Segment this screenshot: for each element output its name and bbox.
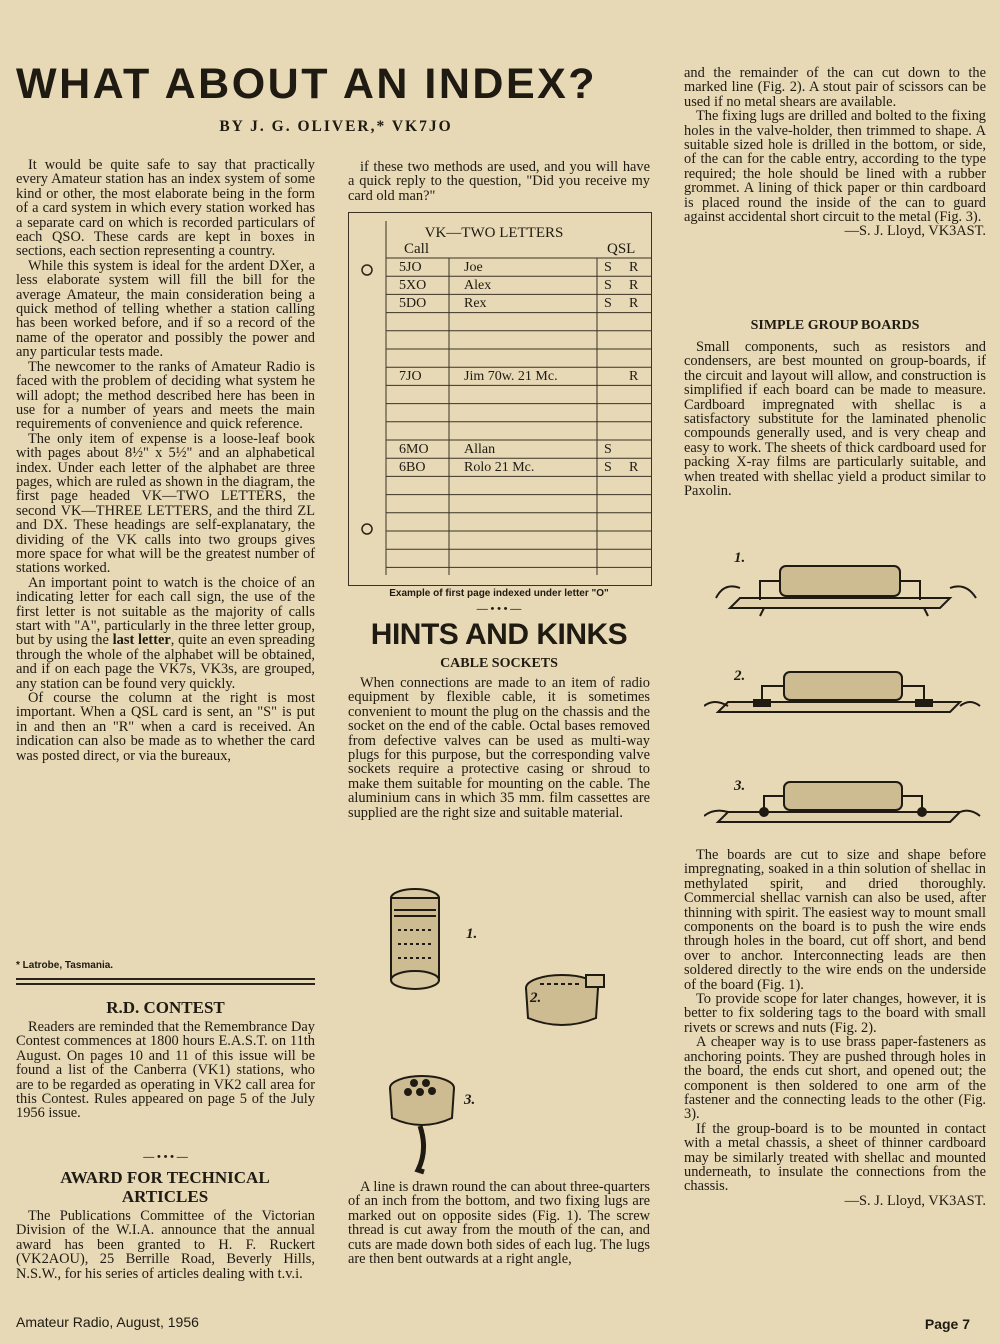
index-qsl-rcvd-cell: R (629, 296, 639, 312)
article-title: WHAT ABOUT AN INDEX? (16, 60, 598, 108)
index-qsl-rcvd-cell: R (629, 369, 639, 385)
index-row (349, 459, 651, 477)
article-byline: BY J. G. OLIVER,* VK7JO (219, 118, 453, 135)
award-text-block (16, 1209, 315, 1281)
index-row (349, 405, 651, 423)
index-page-diagram (348, 212, 652, 586)
figure-label: 2. (734, 668, 746, 684)
index-name-cell: Jim 70w. 21 Mc. (464, 369, 558, 385)
figure-label: 3. (464, 1092, 476, 1108)
index-call-cell: 5DO (399, 296, 427, 312)
rd-contest-heading: R.D. CONTEST (106, 998, 225, 1017)
index-qsl-sent-cell: S (604, 296, 612, 312)
index-name-cell: Alex (464, 278, 492, 294)
index-qsl-sent-cell: S (604, 460, 612, 476)
article-paragraph: The newcomer to the ranks of Amateur Radio is faced with the problem of deciding what system he will adopt; the method described here has been in use for a number of years and meets the main requirements of convenience and quick reference. (16, 358, 315, 433)
index-row (349, 295, 651, 313)
group-text-block-2 (684, 848, 986, 1208)
rd-contest-text: Readers are reminded that the Remembrance Day Contest commences at 1800 hours E.A.S.T. on 11th August. On pages 10 and 11 of this issue will be found a list of the Canberra (VK1) stations, who are to be regarded as operating in VK2 call area for this Contest. Rules appeared on page 5 of the July 1956 issue. (16, 1019, 315, 1122)
index-col-call: Call (404, 241, 429, 257)
cable-paragraph: A line is drawn round the can about three-quarters of an inch from the bottom, and two fixing lugs are marked out on opposite sides (Fig. 1). The screw thread is cut away from the mouth of the can, and cuts are made down both sides of each lug. The lugs are then bent outwards at a right angle, (348, 1179, 650, 1268)
hints-heading: HINTS AND KINKS (370, 618, 628, 651)
cable-paragraph: The fixing lugs are drilled and bolted to the fixing holes in the valve-holder, then trimmed to shape. A suitable sized hole is drilled in the bottom, or side, of the can for the cable entry, according to the type required; the hole should be lined with a rubber grommet. A lining of thick paper or thin cardboard is placed round the inside of the can to guard against accidental short circuit to the metal (Fig. 3). (684, 108, 986, 226)
index-row (349, 386, 651, 404)
index-col-qsl: QSL (607, 241, 636, 257)
author-signature: —S. J. Lloyd, VK3AST. (844, 1192, 986, 1209)
article-paragraph: Of course the column at the right is most important. When a QSL card is sent, an "S" is put in and then an "R" when a card is received. An indication can also be made as to whether the card was posted direct, or via the bureaux, (16, 690, 315, 764)
column-1 (16, 158, 315, 763)
group-paragraph: If the group-board is to be mounted in contact with a metal chassis, a sheet of thinner cardboard may be similarly treated with shellac and mounted underneath, to insulate the connections from the chassis. (684, 1120, 986, 1195)
text-run: , quite an even spreading through the whole of the alphabet will be obtained, and if on each page the VK7s, VK3s, are grouped, any station can be found very quickly. (16, 632, 315, 692)
group-paragraph: A cheaper way is to use brass paper-fasteners as anchoring points. They are pushed through holes in the board, the ends cut short, and opened out; the component is then soldered to one arm of the fastener and the connecting leads to the other (Fig. 3). (684, 1034, 986, 1123)
figure-caption: Example of first page indexed under letter "O" (389, 588, 609, 599)
cable-text-block (348, 676, 650, 820)
index-name-cell: Rolo 21 Mc. (464, 460, 535, 476)
index-row (349, 277, 651, 295)
footer-publication: Amateur Radio, August, 1956 (16, 1314, 199, 1330)
index-row (349, 550, 651, 568)
article-paragraph (16, 576, 315, 691)
footnote: * Latrobe, Tasmania. (16, 960, 114, 971)
emphasis-text: last letter (112, 632, 171, 649)
figure-label: 3. (734, 778, 746, 794)
index-row (349, 496, 651, 514)
column-3 (684, 66, 986, 239)
index-call-cell: 6MO (399, 442, 429, 457)
index-row (349, 259, 651, 277)
index-row (349, 332, 651, 350)
group-paragraph: To provide scope for later changes, however, it is better to fix soldering tags to the board with small rivets or screws and nuts (Fig. 2). (684, 991, 986, 1036)
index-row (349, 350, 651, 368)
index-qsl-rcvd-cell: R (629, 260, 639, 275)
cable-paragraph: When connections are made to an item of radio equipment by flexible cable, it is sometimes convenient to mount the plug on the chassis and the socket on the end of the cable. Octal bases removed from defective valves can be used as multi-way plugs for this purpose, but the corresponding valve sockets require a protective casing or shroud to make them suitable for mounting on the cable. The aluminium cans in which 35 mm. film cassettes are supplied are the right size and suitable material. (348, 675, 650, 821)
text-run: An important point to watch is the choice of an indicating letter for each call sign, the use of the first letter is not suitable as the majority of calls start with "A", particularly in the three letter group, but by using the (16, 574, 315, 649)
figure-label: 2. (530, 990, 542, 1006)
index-row (349, 477, 651, 495)
article-paragraph: The only item of expense is a loose-leaf book with pages about 8½" x 5½" and an alphabetical index. Under each letter of the alphabet are three pages, which are ruled as shown in the diagram, the first page headed VK—TWO LETTERS, the second VK—THREE LETTERS, and the third ZL and DX. These headings are self-explanatary, the dividing of the VK calls into two groups gives more space for what will be the greatest number of stations worked. (16, 430, 315, 577)
index-qsl-rcvd-cell: R (629, 460, 639, 476)
index-qsl-sent-cell: S (604, 260, 612, 275)
column-2 (348, 160, 650, 203)
cable-paragraph: and the remainder of the can cut down to the marked line (Fig. 2). A stout pair of scissors can be used if no metal shears are available. (684, 65, 986, 110)
rd-contest-text-block (16, 1020, 315, 1121)
group-paragraph: The boards are cut to size and shape before impregnating, soaked in a thin solution of shellac in methylated spirit, and dried thoroughly. Commercial shellac varnish can also be used, after thinning with spirit. The easiest way to mount small components on the board is to push the wire ends through holes in the board, cut off short, and bend over to anchor. Interconnecting leads are then soldered directly to the wire ends on the underside of the board (Fig. 1). (684, 847, 986, 993)
index-name-cell: Joe (464, 260, 483, 275)
index-row (349, 314, 651, 332)
index-row (349, 441, 651, 459)
article-paragraph: It would be quite safe to say that practically every Amateur station has an index system of some kind or other, the most elaborate being in the form of a card system in which every station worked has a separate card on which is recorded particulars of each QSO. These cards are kept in boxes in sections, each section representing a country. (16, 157, 315, 260)
group-text-block (684, 340, 986, 498)
index-row (349, 532, 651, 550)
group-boards-heading: SIMPLE GROUP BOARDS (750, 318, 920, 333)
divider-rule (16, 983, 315, 985)
index-heading: VK—TWO LETTERS (424, 225, 564, 241)
figure-label: 1. (734, 550, 746, 566)
can-illustration (380, 880, 640, 1180)
article-paragraph: if these two methods are used, and you will have a quick reply to the question, "Did you receive my card old man?" (348, 159, 650, 204)
divider-rule (16, 978, 315, 980)
separator: — • • • — (143, 1151, 188, 1163)
award-heading: AWARD FOR TECHNICAL ARTICLES (60, 1168, 270, 1206)
index-qsl-sent-cell: S (604, 442, 612, 457)
index-call-cell: 6BO (399, 460, 426, 476)
cable-sockets-heading: CABLE SOCKETS (440, 656, 558, 671)
separator: — • • • — (476, 603, 522, 615)
index-row (349, 514, 651, 532)
cable-text-block-2 (348, 1180, 650, 1266)
index-qsl-sent-cell: S (604, 278, 612, 294)
author-signature: —S. J. Lloyd, VK3AST. (844, 223, 986, 240)
index-row (349, 368, 651, 386)
index-call-cell: 5XO (399, 278, 427, 294)
index-row (349, 423, 651, 441)
index-name-cell: Allan (464, 442, 496, 457)
figure-label: 1. (466, 926, 478, 942)
award-text: The Publications Committee of the Victorian Division of the W.I.A. announce that the annual award has been granted to H. F. Ruckert (VK2AOU), 25 Berrille Road, Beverly Hills, N.S.W., for his series of articles dealing with t.v.i. (16, 1208, 315, 1282)
footer-page-number: Page 7 (924, 1316, 970, 1332)
article-paragraph: While this system is ideal for the ardent DXer, a less elaborate system will fill the bill for the average Amateur, the main consideration being a quick method of telling whether a station calling has been worked before, and if so a record of the name of the operator and possibly the power and any particular tests made. (16, 257, 315, 361)
index-call-cell: 5JO (399, 260, 422, 275)
group-board-illustration (704, 552, 984, 842)
index-name-cell: Rex (464, 296, 487, 312)
index-call-cell: 7JO (399, 369, 422, 385)
index-qsl-rcvd-cell: R (629, 278, 639, 294)
group-paragraph: Small components, such as resistors and condensers, are best mounted on group-boards, if the circuit and layout will allow, and construction is simplified if each board can be made to measure. Cardboard impregnated with shellac is a satisfactory substitute for the laminated phenolic compounds generally used, and is very cheap and easy to work. The sheets of thick cardboard used for packing X-ray films are particularly suitable, and when treated with shellac yield a product similar to Paxolin. (684, 339, 986, 500)
